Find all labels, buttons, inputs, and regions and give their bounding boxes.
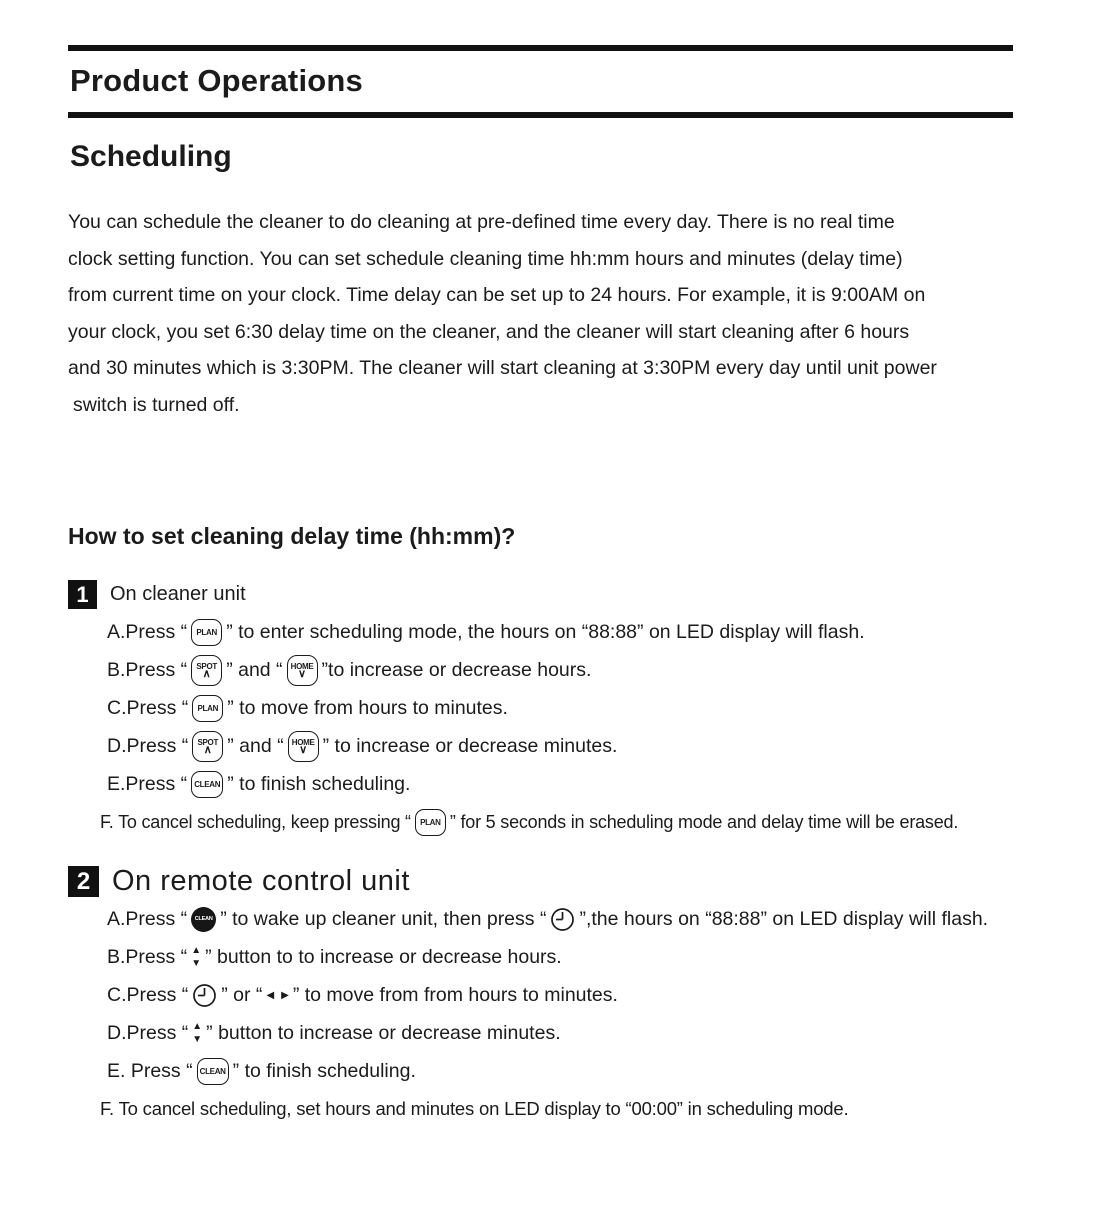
step-text: ” to wake up cleaner unit, then press “ bbox=[220, 907, 547, 930]
clean-button-icon: CLEAN bbox=[197, 1058, 229, 1085]
intro-line: and 30 minutes which is 3:30PM. The cleaner will start cleaning at 3:30PM every day until unit power bbox=[68, 357, 937, 379]
intro-line: switch is turned off. bbox=[73, 393, 240, 416]
step-2c bbox=[107, 976, 1109, 1014]
section1-steps bbox=[100, 613, 1109, 841]
step-text: ” and “ bbox=[227, 734, 284, 757]
home-down-button-icon: HOME ∨ bbox=[287, 655, 318, 686]
section2-heading: On remote control unit bbox=[112, 865, 410, 897]
step-2b bbox=[107, 938, 1109, 976]
section1-heading: On cleaner unit bbox=[110, 583, 246, 605]
step-text: ” to move from from hours to minutes. bbox=[292, 983, 618, 1006]
left-right-arrows-icon: ◀ ▶ bbox=[266, 989, 289, 1001]
scheduling-heading: Scheduling bbox=[70, 140, 232, 173]
step-text: F. To cancel scheduling, set hours and minutes on LED display to “00:00” in scheduling mode. bbox=[100, 1098, 849, 1119]
step-text: B.Press “ bbox=[107, 658, 188, 681]
step-text: ”to increase or decrease hours. bbox=[321, 658, 592, 681]
home-down-button-icon: HOME ∨ bbox=[288, 731, 319, 762]
remote-clean-button-icon: CLEAN bbox=[191, 907, 216, 932]
step-text: ” to enter scheduling mode, the hours on “88:88” on LED display will flash. bbox=[226, 620, 865, 643]
step-text: A.Press “ bbox=[107, 620, 188, 643]
step-1e bbox=[107, 765, 1109, 803]
clock-icon bbox=[550, 907, 575, 932]
intro-paragraph bbox=[68, 204, 1078, 423]
step-text: ” button to increase or decrease minutes. bbox=[206, 1021, 561, 1044]
step-1b bbox=[107, 651, 1109, 689]
step-1c bbox=[107, 689, 1109, 727]
top-rule bbox=[68, 45, 1013, 51]
step-text: ” or “ bbox=[221, 983, 263, 1006]
step-1f bbox=[100, 803, 1109, 841]
clean-button-icon: CLEAN bbox=[191, 771, 223, 798]
step-text: D.Press “ bbox=[107, 1021, 189, 1044]
step-1a bbox=[107, 613, 1109, 651]
spot-up-button-icon: SPOT ∧ bbox=[191, 655, 222, 686]
step-text: F. To cancel scheduling, keep pressing “ bbox=[100, 811, 411, 832]
clock-icon bbox=[192, 983, 217, 1008]
plan-button-icon: PLAN bbox=[192, 695, 223, 722]
section2-header bbox=[68, 865, 1109, 898]
step-text: D.Press “ bbox=[107, 734, 189, 757]
step-text: B.Press “ bbox=[107, 945, 188, 968]
section1-number-badge: 1 bbox=[68, 580, 97, 609]
plan-button-icon: PLAN bbox=[191, 619, 222, 646]
step-2e bbox=[107, 1052, 1109, 1090]
section2-number-badge: 2 bbox=[68, 866, 99, 897]
step-text: E. Press “ bbox=[107, 1059, 193, 1082]
step-text: ” for 5 seconds in scheduling mode and delay time will be erased. bbox=[449, 811, 959, 832]
intro-line: clock setting function. You can set schedule cleaning time hh:mm hours and minutes (delay time) bbox=[68, 247, 903, 270]
page-title: Product Operations bbox=[70, 63, 363, 98]
step-text: ” button to to increase or decrease hours. bbox=[205, 945, 562, 968]
step-text: C.Press “ bbox=[107, 983, 189, 1006]
up-down-arrows-icon: ▲ ▼ bbox=[191, 945, 202, 969]
step-text: ” to move from hours to minutes. bbox=[227, 696, 508, 719]
howto-heading: How to set cleaning delay time (hh:mm)? bbox=[68, 523, 516, 549]
step-2f bbox=[100, 1090, 1109, 1128]
title-underline-rule bbox=[68, 112, 1013, 118]
step-text: ” to increase or decrease minutes. bbox=[322, 734, 618, 757]
step-text: C.Press “ bbox=[107, 696, 189, 719]
section1-header bbox=[68, 580, 1109, 609]
step-1d bbox=[107, 727, 1109, 765]
step-2a bbox=[107, 900, 1109, 938]
plan-button-icon: PLAN bbox=[415, 809, 446, 836]
section2-steps bbox=[100, 900, 1109, 1128]
intro-line: your clock, you set 6:30 delay time on the cleaner, and the cleaner will start cleaning after 6 hours bbox=[68, 320, 910, 343]
step-text: ”,the hours on “88:88” on LED display will flash. bbox=[579, 907, 989, 930]
up-down-arrows-icon: ▲ ▼ bbox=[192, 1021, 203, 1045]
intro-line: from current time on your clock. Time delay can be set up to 24 hours. For example, it is 9:00AM on bbox=[68, 284, 926, 306]
step-2d bbox=[107, 1014, 1109, 1052]
step-text: A.Press “ bbox=[107, 907, 188, 930]
step-text: ” to finish scheduling. bbox=[232, 1059, 416, 1082]
step-text: E.Press “ bbox=[107, 772, 188, 795]
step-text: ” to finish scheduling. bbox=[227, 772, 411, 795]
spot-up-button-icon: SPOT ∧ bbox=[192, 731, 223, 762]
intro-line: You can schedule the cleaner to do cleaning at pre-defined time every day. There is no real time bbox=[68, 211, 895, 233]
step-text: ” and “ bbox=[226, 658, 283, 681]
